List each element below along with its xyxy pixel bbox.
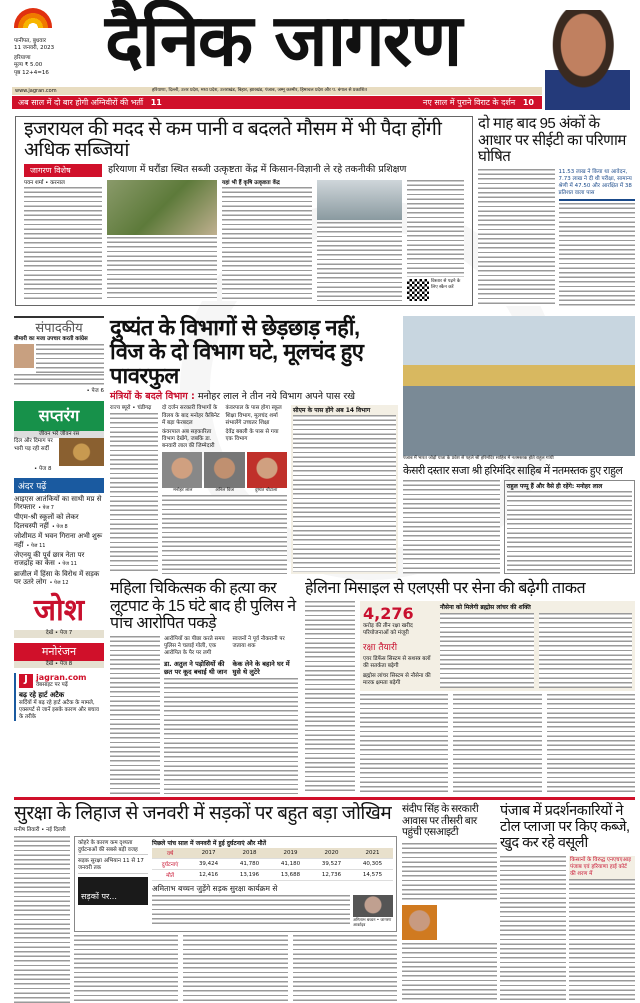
sandeep-photo <box>402 905 437 940</box>
minister-photos <box>162 452 287 488</box>
mahila-headline[interactable]: महिला चिकित्सक की हत्या कर लूटपाट के 15 घंटे बाद ही पुलिस ने पांच आरोपित पकड़े <box>110 580 296 633</box>
sandeep-story <box>402 804 497 1003</box>
rahul-box-title: राहुल पप्पू हैं और वैसे ही रहेंगे: मनोहर लाल <box>506 482 603 490</box>
helina-headline[interactable]: हेलिना मिसाइल से एलएसी पर सेना की बढ़ेगी ताकत <box>305 580 586 597</box>
inside-item[interactable] <box>14 551 104 568</box>
price: मूल्य ₹ 5.00 <box>14 62 43 69</box>
punjab-headline[interactable]: पंजाब में प्रदर्शनकारियों ने टोल प्लाजा पर किए कब्जे, खुद कर रहे वसूली <box>500 803 630 851</box>
date: 11 जनवरी, 2023 <box>14 45 55 52</box>
dushyant-sub: मनोहर लाल ने तीन नये विभाग अपने पास रखे <box>197 390 355 402</box>
jagran-j-icon: J <box>19 674 33 688</box>
inside-list <box>14 495 104 587</box>
amitabh-photo <box>353 895 393 917</box>
cet-headline[interactable]: दो माह बाद 95 अंकों के आधार पर सीईटी का परिणाम घोषित <box>478 115 626 165</box>
dushyant-bullet: दो दर्जन सरकारी विभागों के विलय के बाद मनोहर कैबिनेट में बड़ा फेरबदल <box>162 405 220 426</box>
qr-code-icon[interactable] <box>407 279 429 301</box>
teaser-right[interactable]: नए साल में पुराने विराट के दर्शन 10 <box>422 98 534 107</box>
editions: हरियाणा, दिल्ली, उत्तर प्रदेश, मध्य प्रदेश, उत्तराखंड, बिहार, झारखंड, पंजाब, जम्मू कश्मीर, हिमाचल प्रदेश और प. बंगाल से प्रकाशित <box>152 88 367 93</box>
josh-logo[interactable]: जोश <box>33 593 85 629</box>
side-item: ब्रह्मोस लांचर सिस्टम से नौसेना की मारक क्षमता बढ़ेगी <box>363 673 431 687</box>
table-row <box>152 869 393 880</box>
place-day: पानीपत, बुधवार <box>14 38 47 44</box>
section-divider <box>14 797 635 800</box>
table-cell: 13,196 <box>229 869 270 880</box>
table-cell: 12,416 <box>188 869 229 880</box>
table-header-cell: 2019 <box>270 848 311 859</box>
inside-item-page: • पेज 8 <box>51 523 68 530</box>
minister-caption: अनिल विज <box>215 488 234 494</box>
saptrang-page: • पेज 8 <box>34 466 52 473</box>
inside-item-text: ब्राजील में हिंसा के विरोध में सड़क पर उतरे लोग <box>14 569 100 587</box>
suraksha-headline[interactable]: सुरक्षा के लिहाज से जनवरी में सड़कों पर बहुत बड़ा जोखिम <box>14 803 392 824</box>
lead-subhead: हरियाणा में घरौंडा स्थित सब्जी उत्कृष्टता केंद्र में किसान-विज्ञानी ले रहे तकनीकी प्रशिक्षण <box>108 163 407 175</box>
sun-logo-icon <box>14 8 52 28</box>
dushyant-kicker: मंत्रियों के बदले विभाग : <box>110 390 195 402</box>
pages: पृष्ठ 12+4=16 <box>14 69 49 76</box>
table-cell: 39,527 <box>311 858 352 869</box>
mahila-sub-2: केक लेने के बहाने घर में घुसे थे लुटेरे <box>232 660 290 677</box>
left-sidebar <box>14 316 104 796</box>
manoranjan-page: देखें • पेज 8 <box>14 661 104 668</box>
inside-item[interactable] <box>14 495 104 512</box>
side-item: एयर डिफेंस सिस्टम से सशस्त्र बलों की सतर्कता बढ़ेगी <box>363 656 431 670</box>
punjab-story <box>500 804 635 1003</box>
side-items <box>363 656 435 688</box>
suraksha-story <box>14 804 397 1003</box>
table-cell: 41,780 <box>229 858 270 869</box>
site-text: सर्दियों में बढ़ रहे हार्ट अटैक के मामले, एक्सपर्ट से जानें इसके कारण और बचाव के तरीके <box>19 699 99 721</box>
dushyant-bullet: कंवरपाल अब सहकारिता विभाग देखेंगे, जबकि डा. बनवारी लाल की जिम्मेदारी <box>162 428 215 450</box>
helina-box-title: नौसेना को मिलेगी ब्रह्मोस लांचर की शक्ति <box>440 603 531 611</box>
saptrang-tag: जीवन भरे जीवन रस <box>14 431 104 438</box>
suraksha-bullet: सड़क सुरक्षा अभियान 11 से 17 जनवरी तक <box>78 858 148 873</box>
saptrang-banner[interactable]: सप्तरंग <box>14 401 104 431</box>
qr-text: विस्तार से पढ़ने के लिए स्कैन करें <box>431 279 461 290</box>
dushyant-headline[interactable]: दुष्यंत के विभागों से छेड़छाड़ नहीं, विज के दो विभाग घटे, मूलचंद हुए पावरफुल <box>110 315 364 389</box>
table-header-cell: 2018 <box>229 848 270 859</box>
manoranjan-banner[interactable]: मनोरंजन <box>14 643 104 661</box>
amitabh-head: अमिताभ बच्चन जुड़ेंगे सड़क सुरक्षा कार्यक्रम से <box>152 883 278 893</box>
dushyant-story <box>110 316 398 574</box>
table-cell: 14,575 <box>352 869 393 880</box>
mahila-sub-1: डा. अतुल ने पड़ोसियों की छत पर कूद बचाई थी जान <box>164 660 228 677</box>
teaser-bar <box>12 96 542 109</box>
inside-item-page: • पेज 7 <box>38 504 54 511</box>
helina-story <box>305 580 635 794</box>
table-cell: 40,305 <box>352 858 393 869</box>
cm-box-title: सीएम के पास होंगे अब 14 विभाग <box>293 407 371 415</box>
editorial-title: संपादकीय <box>14 316 104 336</box>
sandeep-headline[interactable]: संदीप सिंह के सरकारी आवास पर तीसरी बार पहुंची एसआइटी <box>402 803 479 839</box>
suraksha-byline: मनीष तिवारी • नई दिल्ली <box>14 826 66 833</box>
masthead <box>0 0 640 110</box>
minister-caption: मनोहर लाल <box>173 488 193 494</box>
inside-item-text: जोशीमठ में भवन गिराना अभी शुरू नहीं <box>14 532 103 549</box>
road-ad-text: सड़कों पर... <box>81 891 117 901</box>
mahila-story <box>110 580 298 794</box>
inside-item-text: आइएस आतंकियों का साथी मप्र से गिरफ्तार <box>14 494 102 511</box>
suraksha-bullets <box>78 840 148 877</box>
helina-figure: 4,276 <box>363 603 414 623</box>
table-header-cell: वर्ष <box>152 848 188 859</box>
site-link[interactable]: jagran.com <box>36 672 87 682</box>
table-title: पिछले पांच साल में जनवरी में हुई दुर्घटनाएं और मौतें <box>152 840 267 848</box>
dushyant-bullets <box>162 405 287 450</box>
amitabh-caption: अमिताभ बच्चन • जागरण आर्काइव <box>353 917 392 928</box>
rahul-story <box>403 316 635 574</box>
editorial-page: • पेज 6 <box>86 388 104 395</box>
site-head[interactable]: बढ़ रहे हार्ट अटैक <box>19 690 65 699</box>
inside-item-text: जेएनयू की पूर्व छात्र नेता पर राजद्रोह का केस <box>14 550 85 568</box>
dushyant-bullet: देवेंद्र बबली के पास से गया एक विभाग <box>225 428 279 442</box>
site-sub: वेबसाइट पर पढ़ें <box>36 681 68 688</box>
rahul-headline[interactable]: केसरी दस्तार सजा श्री हरिमंदिर साहिब में नतमस्तक हुए राहुल <box>403 464 623 477</box>
newspaper-title: दैनिक जागरण <box>105 0 461 82</box>
saptrang-text: दिल और दिमाग पर भारी पड़ रही सर्दी <box>14 438 53 452</box>
table-header-cell: 2021 <box>352 848 393 859</box>
dushyant-bullet: कंवरपाल के पास होगा स्कूल शिक्षा विभाग, मूलचंद शर्मा संभालेंगे उच्चतर शिक्षा <box>225 405 282 426</box>
table-row <box>152 858 393 869</box>
mahila-bullet-1: आरोपियों का पीछा करते समय पुलिस ने चलाई गोली, एक आरोपित के पैर पर लगी <box>164 635 225 657</box>
table-cell: 12,736 <box>311 869 352 880</box>
lead-headline[interactable]: इजरायल की मदद से कम पानी व बदलते मौसम में भी पैदा होंगी अधिक सब्जियां <box>24 118 442 162</box>
inside-item[interactable] <box>14 570 104 587</box>
mahila-bullet-2: स्वजनों ने पूर्व नौकरानी पर जताया शक <box>232 635 285 649</box>
figure-text: करोड़ की तीन रक्षा खरीद परियोजनाओं को मंजूरी <box>363 622 413 636</box>
table-header-cell: 2020 <box>311 848 352 859</box>
dushyant-byline: राज्य ब्यूरो • चंडीगढ़ <box>110 405 152 412</box>
minister-caption: दुष्यंत चौटाला <box>255 488 278 494</box>
editorial-head[interactable]: बीमारी का मजा उपचार करती कांग्रेस <box>14 336 88 342</box>
kohli-photo <box>545 10 630 110</box>
lead-byline: पवन शर्मा • करनाल <box>24 179 65 186</box>
jagran-vishesh-tag: जागरण विशेष <box>24 164 102 177</box>
lead-story <box>15 116 473 306</box>
inside-item-page: • पेज 12 <box>49 580 69 587</box>
accident-table <box>152 848 393 881</box>
box-title: यहां भी हैं कृषि उत्कृष्टता केंद्र <box>222 179 280 186</box>
table-cell: 13,688 <box>270 869 311 880</box>
teaser-left[interactable]: अब साल में दो बार होगी अग्निवीरों की भर्ती 11 <box>18 98 162 107</box>
inside-item-page: • पेज 11 <box>26 542 46 549</box>
state: हरियाणा <box>14 55 31 62</box>
cet-story <box>478 116 635 306</box>
inside-item-page: • पेज 11 <box>57 561 77 568</box>
punjab-bullet: किसानों के विरुद्ध एनएचएआइ पंजाब एवं हरियाणा हाई कोर्ट की शरण में <box>569 856 635 879</box>
table-header-cell: 2017 <box>188 848 229 859</box>
golden-temple-photo <box>403 316 635 456</box>
greenhouse-photo <box>317 180 402 220</box>
table-cell: दुर्घटनाएं <box>152 858 188 869</box>
side-title: रक्षा तैयारी <box>363 643 398 654</box>
photo-caption: पंजाब में भारत जोड़ो यात्रा के प्रवेश से पहले श्री हरिमंदिर साहिब में नतमस्तक होते राहुल गांधी <box>403 456 554 461</box>
food-photo <box>59 438 104 466</box>
suraksha-bullet: कोहरे के कारण कम दृश्यता दुर्घटनाओं की सबसे बड़ी वजह <box>78 840 148 855</box>
josh-page: देखें • पेज 7 <box>14 630 104 637</box>
columnist-photo <box>14 344 34 368</box>
table-cell: 41,180 <box>270 858 311 869</box>
photo-captions <box>162 488 287 494</box>
inside-title: अंदर पढ़ें <box>14 478 104 493</box>
table-cell: मौतें <box>152 869 188 880</box>
cet-highlight: 11.53 लाख ने किया था आवेदन, 7.73 लाख ने दी थी परीक्षा, सामान्य श्रेणी में 47.50 और आरक्षित में 38 प्रतिशत वाला पास <box>559 169 636 202</box>
farm-photo <box>107 180 217 235</box>
table-cell: 39,424 <box>188 858 229 869</box>
inside-item[interactable] <box>14 513 104 530</box>
inside-item-text: पीएम-श्री स्कूलों को लेकर दिलचस्पी नहीं <box>14 513 79 530</box>
inside-item[interactable] <box>14 532 104 549</box>
website-link[interactable]: www.jagran.com <box>15 88 57 94</box>
website-strip <box>12 87 542 95</box>
